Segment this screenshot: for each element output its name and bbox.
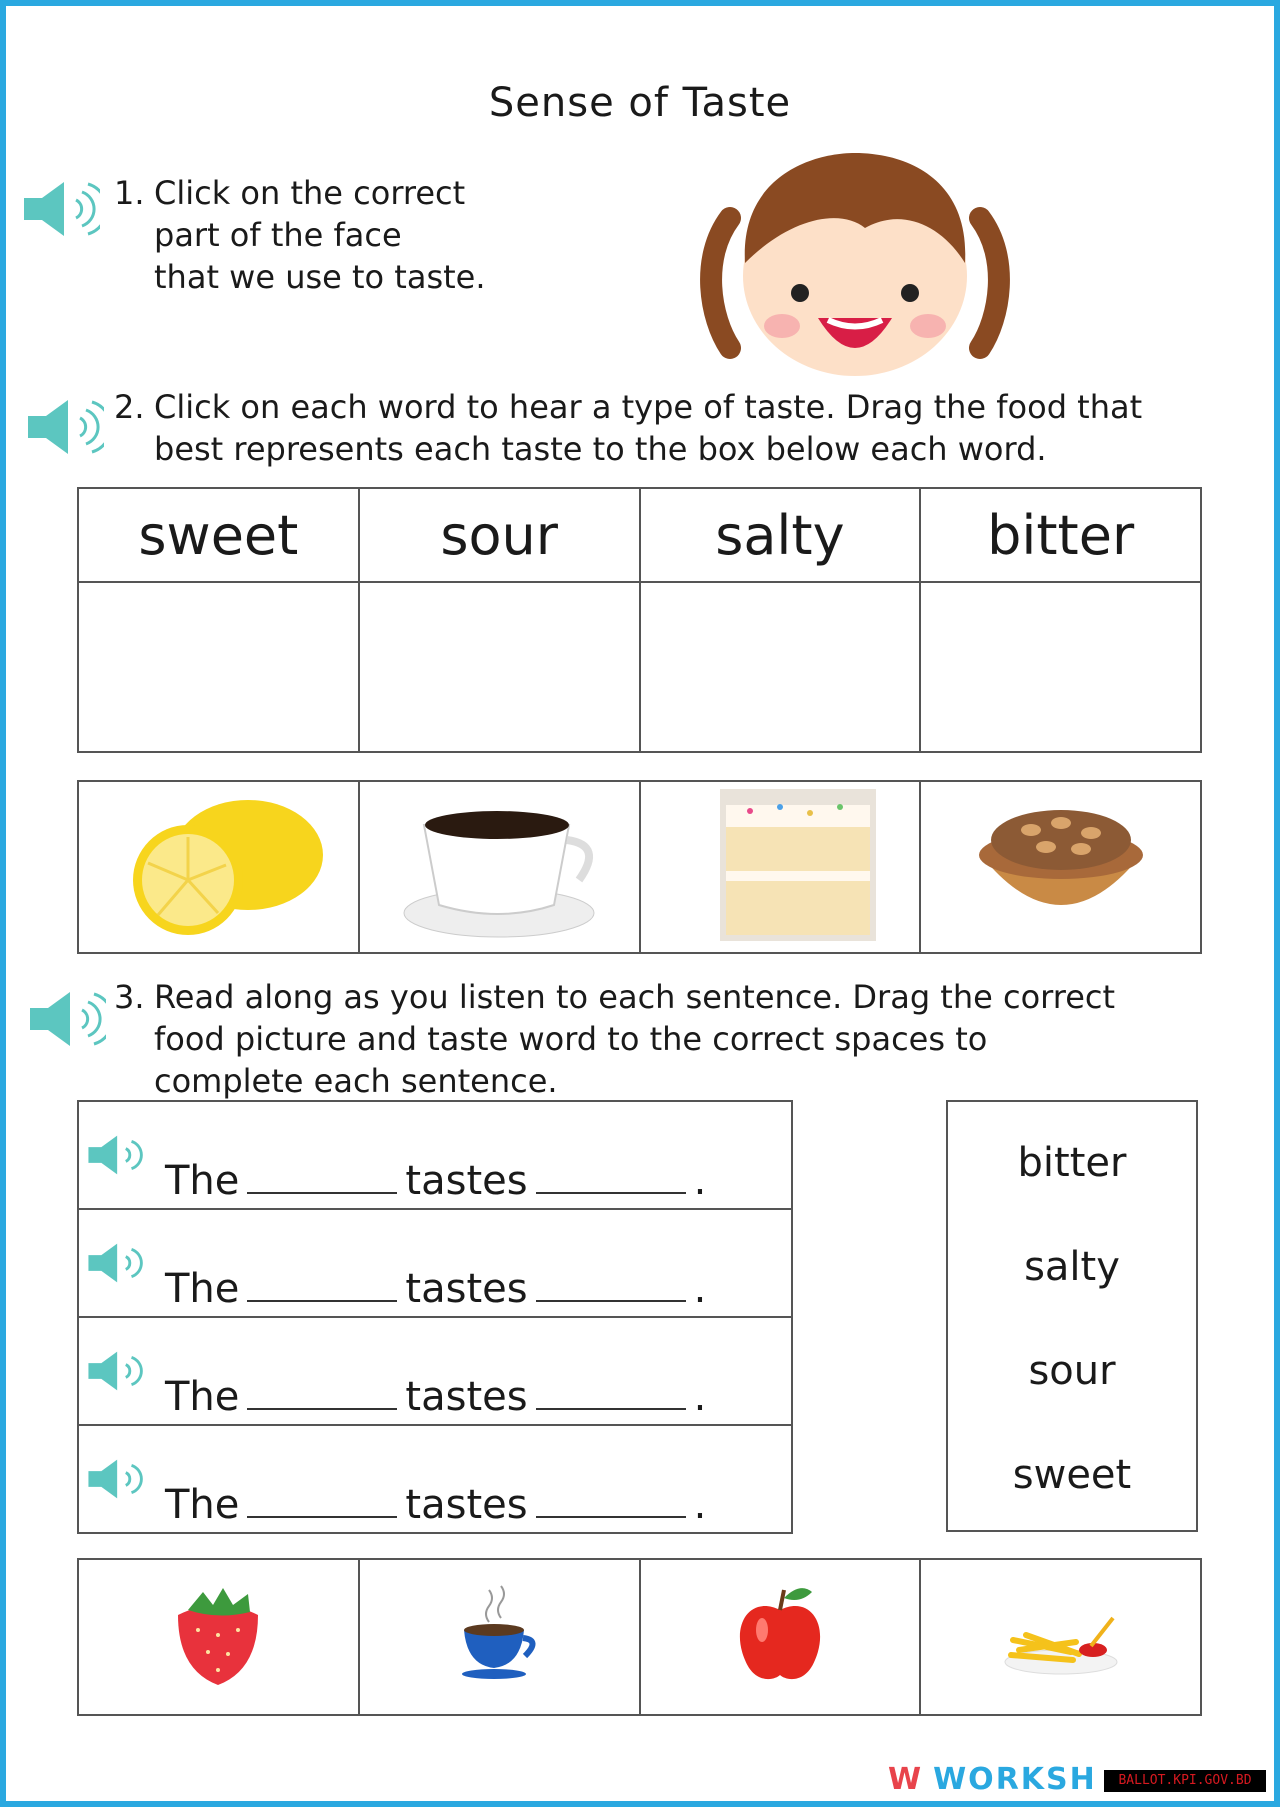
word-salty[interactable]: salty bbox=[1024, 1244, 1120, 1290]
speaker-icon[interactable] bbox=[26, 396, 104, 458]
sentence-row bbox=[78, 1317, 792, 1425]
apple-image bbox=[720, 1580, 840, 1690]
picture-fries[interactable] bbox=[920, 1559, 1201, 1715]
taste-table bbox=[77, 487, 1202, 753]
instruction-line: Click on each word to hear a type of taste. Drag the food that bbox=[154, 388, 1143, 426]
sentence-row bbox=[78, 1425, 792, 1533]
speaker-icon[interactable] bbox=[87, 1132, 143, 1178]
girl-face-image[interactable] bbox=[700, 148, 1010, 380]
fries-image bbox=[1001, 1580, 1121, 1690]
question-number: 3. bbox=[114, 978, 145, 1016]
taste-blank[interactable] bbox=[536, 1270, 686, 1302]
sentence-word: tastes bbox=[405, 1158, 528, 1204]
word-sweet[interactable]: sweet bbox=[1012, 1452, 1132, 1498]
page-title: Sense of Taste bbox=[488, 80, 792, 126]
instruction-line: that we use to taste. bbox=[154, 258, 486, 296]
nuts-bowl-image bbox=[941, 785, 1181, 945]
word-bank bbox=[946, 1100, 1198, 1532]
food-lemon[interactable] bbox=[78, 781, 359, 953]
taste-word-salty[interactable]: salty bbox=[640, 488, 921, 582]
sentence-period: . bbox=[693, 1266, 707, 1312]
instruction-line: Read along as you listen to each sentence. Drag the correct bbox=[154, 978, 1116, 1016]
food-cake[interactable] bbox=[640, 781, 921, 953]
food-coffee[interactable] bbox=[359, 781, 640, 953]
picture-strawberry[interactable] bbox=[78, 1559, 359, 1715]
taste-word-bitter[interactable]: bitter bbox=[920, 488, 1201, 582]
speaker-icon[interactable] bbox=[87, 1348, 143, 1394]
logo-text: WORKSH bbox=[933, 1762, 1097, 1797]
speaker-icon[interactable] bbox=[87, 1240, 143, 1286]
sentence-row bbox=[78, 1209, 792, 1317]
sentence-word: tastes bbox=[405, 1374, 528, 1420]
food-blank[interactable] bbox=[247, 1378, 397, 1410]
food-nuts[interactable] bbox=[920, 781, 1201, 953]
food-blank[interactable] bbox=[247, 1162, 397, 1194]
sentence-text bbox=[165, 1266, 706, 1312]
taste-blank[interactable] bbox=[536, 1378, 686, 1410]
tea-cup-image bbox=[439, 1580, 559, 1690]
drop-box-sour[interactable] bbox=[359, 582, 640, 752]
sentence-period: . bbox=[693, 1374, 707, 1420]
drop-box-salty[interactable] bbox=[640, 582, 921, 752]
sentence-row bbox=[78, 1101, 792, 1209]
cake-slice-image bbox=[660, 785, 900, 945]
sentence-text bbox=[165, 1158, 706, 1204]
sentence-word: tastes bbox=[405, 1482, 528, 1528]
instruction-line: Click on the correct bbox=[154, 174, 466, 212]
food-blank[interactable] bbox=[247, 1486, 397, 1518]
food-blank[interactable] bbox=[247, 1270, 397, 1302]
picture-choices bbox=[77, 1558, 1202, 1716]
strawberry-image bbox=[158, 1580, 278, 1690]
question-number: 2. bbox=[114, 388, 145, 426]
sentence-word: The bbox=[165, 1266, 240, 1312]
word-sour[interactable]: sour bbox=[1028, 1348, 1116, 1394]
question-number: 1. bbox=[114, 174, 145, 212]
picture-tea[interactable] bbox=[359, 1559, 640, 1715]
instruction-line: food picture and taste word to the correct spaces to bbox=[154, 1020, 988, 1058]
instruction-line: complete each sentence. bbox=[154, 1062, 558, 1100]
taste-blank[interactable] bbox=[536, 1486, 686, 1518]
taste-blank[interactable] bbox=[536, 1162, 686, 1194]
drop-box-bitter[interactable] bbox=[920, 582, 1201, 752]
word-bitter[interactable]: bitter bbox=[1017, 1140, 1127, 1186]
sentence-table bbox=[77, 1100, 793, 1534]
speaker-icon[interactable] bbox=[87, 1456, 143, 1502]
site-logo bbox=[888, 1762, 1097, 1797]
sentence-word: The bbox=[165, 1374, 240, 1420]
sentence-period: . bbox=[693, 1158, 707, 1204]
drop-box-sweet[interactable] bbox=[78, 582, 359, 752]
lemon-image bbox=[98, 785, 338, 945]
sentence-period: . bbox=[693, 1482, 707, 1528]
food-choices bbox=[77, 780, 1202, 954]
picture-apple[interactable] bbox=[640, 1559, 921, 1715]
url-stamp: BALLOT.KPI.GOV.BD bbox=[1104, 1770, 1266, 1792]
sentence-text bbox=[165, 1374, 706, 1420]
sentence-word: The bbox=[165, 1482, 240, 1528]
sentence-text bbox=[165, 1482, 706, 1528]
instruction-line: part of the face bbox=[154, 216, 402, 254]
taste-word-sour[interactable]: sour bbox=[359, 488, 640, 582]
taste-word-sweet[interactable]: sweet bbox=[78, 488, 359, 582]
speaker-icon[interactable] bbox=[22, 178, 100, 240]
sentence-word: tastes bbox=[405, 1266, 528, 1312]
logo-w-icon: W bbox=[888, 1762, 924, 1797]
speaker-icon[interactable] bbox=[28, 988, 106, 1050]
coffee-cup-image bbox=[379, 785, 619, 945]
sentence-word: The bbox=[165, 1158, 240, 1204]
instruction-line: best represents each taste to the box below each word. bbox=[154, 430, 1047, 468]
